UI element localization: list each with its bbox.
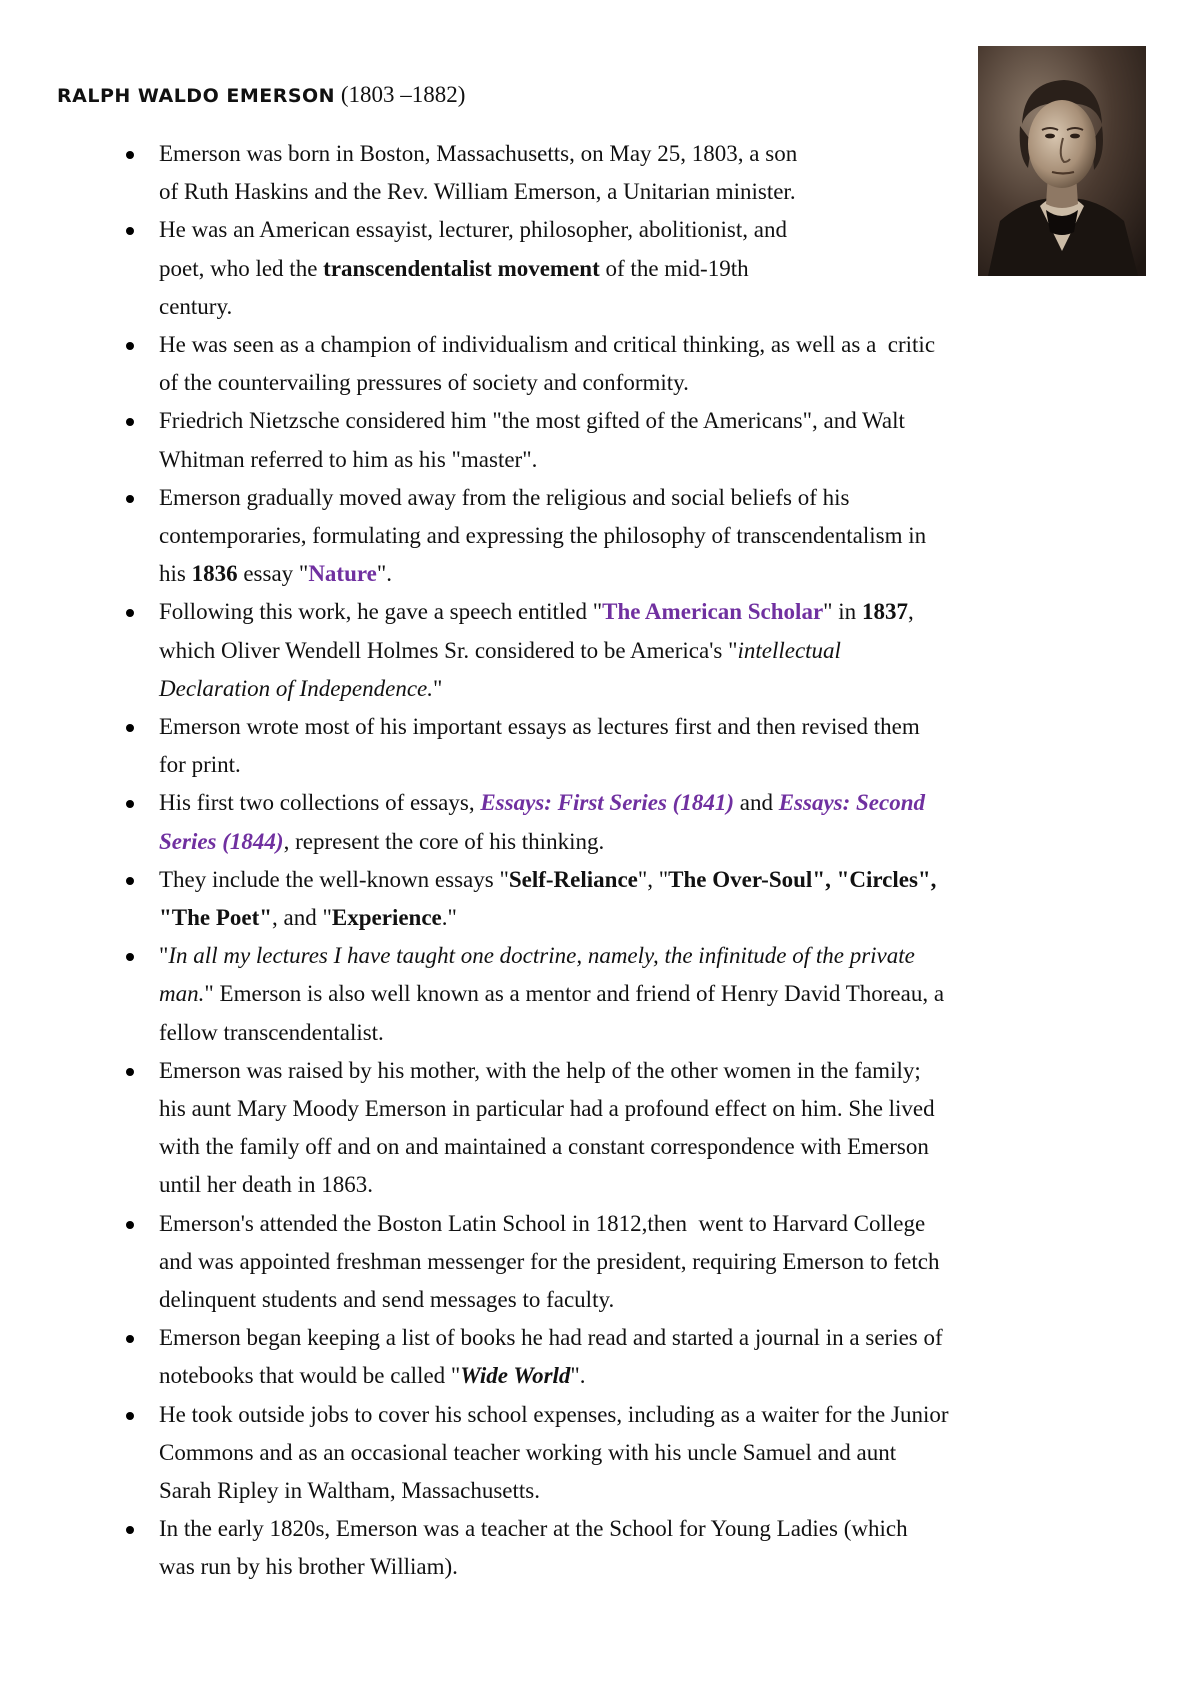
bullet-line <box>159 1396 949 1434</box>
text-run: Declaration of Independence. <box>159 675 433 701</box>
bullet-line <box>159 555 926 593</box>
text-run: " Emerson is also well known as a mentor and friend of Henry David Thoreau, a <box>204 981 945 1007</box>
bullet-item <box>159 861 936 937</box>
document-title <box>57 80 465 111</box>
text-run: The American Scholar <box>602 599 824 625</box>
bullet-dot-icon <box>126 151 134 159</box>
text-run: of the mid-19th <box>599 255 749 281</box>
bullet-item <box>159 326 935 402</box>
text-run: until her death in 1863. <box>159 1172 373 1198</box>
text-run: They include the well-known essays " <box>159 866 509 892</box>
text-run: He was an American essayist, lecturer, philosopher, abolitionist, and <box>159 217 787 243</box>
text-run: ", " <box>637 866 669 892</box>
bullet-line <box>159 708 920 746</box>
text-run: man. <box>159 981 205 1007</box>
bullet-item <box>159 1052 935 1205</box>
text-run: fellow transcendentalist. <box>159 1019 384 1045</box>
bullet-line <box>159 1434 949 1472</box>
bullet-line <box>159 593 914 631</box>
bullet-line <box>159 784 925 822</box>
bullet-line <box>159 1472 949 1510</box>
bullet-item <box>159 211 787 326</box>
text-run: with the family off and on and maintained a constant correspondence with Emerson <box>159 1134 929 1160</box>
bullet-dot-icon <box>126 342 134 350</box>
text-run: essay " <box>237 561 309 587</box>
bullet-line <box>159 250 787 288</box>
bullet-line <box>159 1205 939 1243</box>
text-run: Self-Reliance <box>508 866 638 892</box>
text-run: transcendentalist movement <box>323 255 600 281</box>
bullet-line <box>159 861 936 899</box>
bullet-line <box>159 1319 943 1357</box>
text-run: Emerson was raised by his mother, with the help of the other women in the family; <box>159 1057 921 1083</box>
text-run: 1837 <box>861 599 908 625</box>
bullet-line <box>159 441 905 479</box>
bullet-line <box>159 937 944 975</box>
bullet-dot-icon <box>126 800 134 808</box>
text-run: Wide World <box>460 1363 571 1389</box>
text-run: and was appointed freshman messenger for the president, requiring Emerson to fetch <box>159 1248 940 1274</box>
bullet-item <box>159 1205 939 1320</box>
text-run: Following this work, he gave a speech entitled " <box>159 599 603 625</box>
text-run: In all my lectures I have taught one doctrine, namely, the infinitude of the private <box>168 943 915 969</box>
text-run: Friedrich Nietzsche considered him "the most gifted of the Americans", and Walt <box>159 408 905 434</box>
text-run: 1836 <box>191 561 238 587</box>
bullet-line <box>159 670 914 708</box>
text-run: notebooks that would be called " <box>159 1363 461 1389</box>
bullet-item <box>159 1510 908 1586</box>
bullet-line <box>159 899 936 937</box>
bullet-line <box>159 364 935 402</box>
text-run: contemporaries, formulating and expressing the philosophy of transcendentalism in <box>159 523 927 548</box>
text-run: ". <box>376 561 393 587</box>
bullet-dot-icon <box>126 1221 134 1229</box>
text-run: , represent the core of his thinking. <box>283 828 605 854</box>
bullet-item <box>159 1319 943 1395</box>
text-run: The Over-Soul", "Circles", <box>668 866 937 892</box>
text-run: In the early 1820s, Emerson was a teacher at the School for Young Ladies (which <box>159 1516 908 1542</box>
text-run: Emerson wrote most of his important essays as lectures first and then revised them <box>159 714 920 739</box>
bullet-line <box>159 1548 908 1586</box>
text-run: of the countervailing pressures of society and conformity. <box>159 370 689 396</box>
text-run: Experience <box>331 905 442 930</box>
text-run: His first two collections of essays, <box>159 790 481 816</box>
bullet-dot-icon <box>126 227 134 235</box>
bullet-dot-icon <box>126 877 134 885</box>
text-run: for print. <box>159 752 241 778</box>
bullet-line <box>159 135 797 173</box>
bullet-line <box>159 1510 908 1548</box>
bullet-line <box>159 1243 939 1281</box>
text-run: and <box>733 790 779 816</box>
text-run: Sarah Ripley in Waltham, Massachusetts. <box>159 1478 540 1503</box>
bullet-dot-icon <box>126 724 134 732</box>
text-run: ." <box>441 905 457 930</box>
bullet-dot-icon <box>126 953 134 961</box>
bullet-line <box>159 173 797 211</box>
bullet-dot-icon <box>126 1068 134 1076</box>
emerson-portrait-image <box>978 46 1146 276</box>
bullet-item <box>159 784 925 860</box>
bullet-line <box>159 211 787 249</box>
text-run: Essays: Second <box>778 790 926 816</box>
bullet-item <box>159 593 914 708</box>
bullet-line <box>159 746 920 784</box>
text-run: "The Poet" <box>159 905 273 930</box>
text-run: of Ruth Haskins and the Rev. William Emerson, a Unitarian minister. <box>159 179 796 205</box>
text-run: Nature <box>308 561 377 587</box>
bullet-item <box>159 479 926 594</box>
bullet-line <box>159 1052 935 1090</box>
text-run: He took outside jobs to cover his school expenses, including as a waiter for the Junior <box>159 1401 949 1427</box>
text-run: Whitman referred to him as his "master". <box>159 446 538 472</box>
bullet-item <box>159 402 905 478</box>
text-run: delinquent students and send messages to faculty. <box>159 1287 615 1312</box>
bullet-line <box>159 1166 935 1204</box>
bullet-line <box>159 479 926 517</box>
bullet-line <box>159 975 944 1013</box>
title-years: (1803 –1882) <box>340 82 466 107</box>
text-run: which Oliver Wendell Holmes Sr. considered to be America's " <box>159 637 738 663</box>
text-run: Series (1844) <box>159 828 284 854</box>
bullet-line <box>159 1357 943 1395</box>
bullet-line <box>159 1281 939 1319</box>
text-run: Emerson gradually moved away from the religious and social beliefs of his <box>159 484 850 510</box>
bullet-line <box>159 326 935 364</box>
bullet-line <box>159 288 787 326</box>
bullet-line <box>159 1128 935 1166</box>
bullet-dot-icon <box>126 418 134 426</box>
bullet-line <box>159 823 925 861</box>
text-run: He was seen as a champion of individualism and critical thinking, as well as a critic <box>159 332 936 357</box>
text-run: , and " <box>272 905 332 930</box>
bullet-item <box>159 708 920 784</box>
text-run: Emerson's attended the Boston Latin School in 1812,then went to Harvard College <box>159 1210 926 1236</box>
text-run: , <box>907 599 914 625</box>
bullet-item <box>159 1396 949 1511</box>
bullet-line <box>159 632 914 670</box>
text-run: Essays: First Series (1841) <box>480 790 734 816</box>
bullet-line <box>159 1014 944 1052</box>
text-run: " <box>159 943 169 969</box>
bullet-dot-icon <box>126 1526 134 1534</box>
text-run: poet, who led the <box>159 255 324 281</box>
bullet-dot-icon <box>126 609 134 617</box>
text-run: Emerson was born in Boston, Massachusetts, on May 25, 1803, a son <box>159 141 798 166</box>
bullet-line <box>159 517 926 555</box>
bullet-item <box>159 937 944 1052</box>
bullet-dot-icon <box>126 1335 134 1343</box>
text-run: Emerson began keeping a list of books he had read and started a journal in a series of <box>159 1325 943 1351</box>
bullet-line <box>159 1090 935 1128</box>
text-run: Commons and as an occasional teacher working with his uncle Samuel and aunt <box>159 1439 897 1465</box>
title-name: RALPH WALDO EMERSON <box>57 85 336 107</box>
text-run: century. <box>159 293 233 319</box>
bullet-line <box>159 402 905 440</box>
text-run: his <box>159 561 192 587</box>
text-run: " in <box>823 599 862 625</box>
text-run: his aunt Mary Moody Emerson in particular had a profound effect on him. She lived <box>159 1096 935 1121</box>
text-run: ". <box>570 1363 586 1389</box>
text-run: intellectual <box>737 637 841 663</box>
bullet-dot-icon <box>126 1412 134 1420</box>
text-run: was run by his brother William). <box>159 1554 458 1580</box>
bullet-dot-icon <box>126 495 134 503</box>
bullet-item <box>159 135 797 211</box>
text-run: " <box>433 675 443 701</box>
